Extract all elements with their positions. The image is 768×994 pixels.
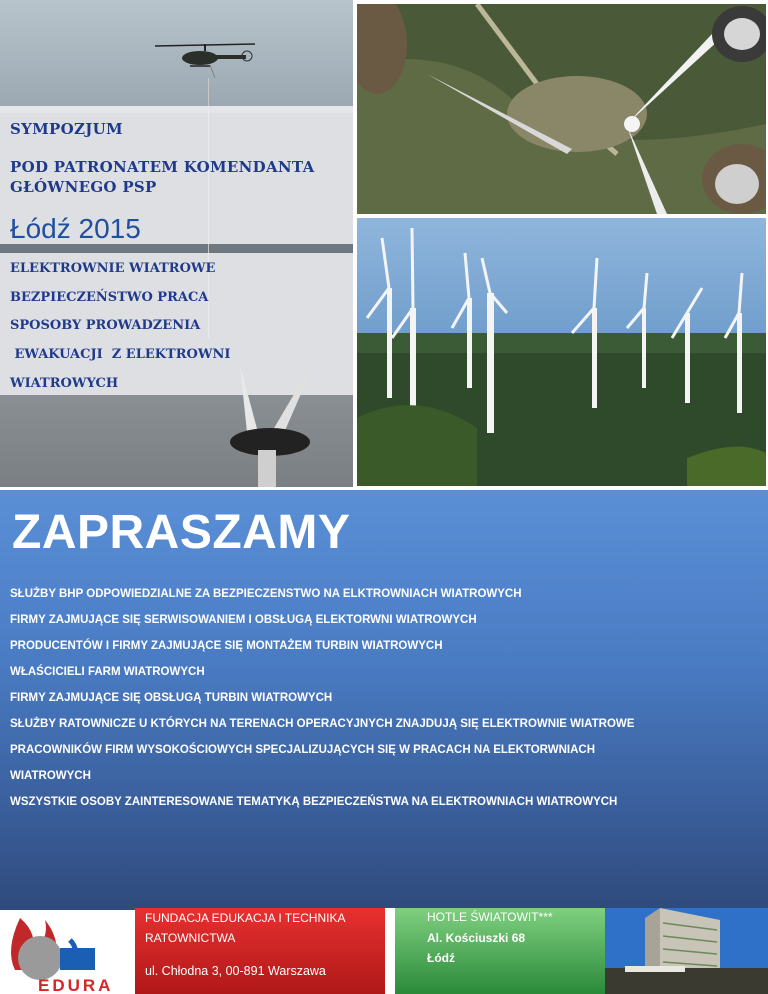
hotel-box	[395, 908, 605, 994]
invite-item: FIRMY ZAJMUJĄCE SIĘ SERWISOWANIEM I OBSŁUGĄ ELEKTORWNI WIATROWYCH	[10, 614, 477, 626]
invite-item: SŁUŻBY BHP ODPOWIEDZIALNE ZA BEZPIECZENSTWO NA ELKTROWNIACH WIATROWYCH	[10, 588, 522, 600]
aerial-turbine-image	[357, 4, 766, 214]
wind-farm-photo	[357, 218, 766, 486]
aerial-turbine-photo	[357, 4, 766, 214]
logo-text: EDURA	[38, 976, 114, 994]
hotel-city: Łódź	[427, 951, 455, 965]
hotel-building-image	[605, 908, 768, 994]
edura-logo	[0, 910, 135, 994]
symposium-panel	[0, 0, 353, 487]
invite-item: PRACOWNIKÓW FIRM WYSOKOŚCIOWYCH SPECJALIZUJĄCYCH SIĘ W PRACACH NA ELEKTORWNIACH	[10, 744, 596, 756]
symposium-title: SYMPOZJUM	[10, 120, 123, 138]
invite-item: WIATROWYCH	[10, 770, 91, 782]
wind-farm-image	[357, 218, 766, 486]
helicopter-image	[150, 38, 260, 78]
invite-item: PRODUCENTÓW I FIRMY ZAJMUJĄCE SIĘ MONTAŻEM TURBIN WIATROWYCH	[10, 640, 443, 652]
footer-divider	[385, 908, 395, 994]
foundation-name-cont: RATOWNICTWA	[145, 931, 236, 945]
wind-turbine-nacelle-image	[200, 330, 353, 487]
patronage-title: POD PATRONATEM KOMENDANTA GŁÓWNEGO PSP	[10, 158, 315, 196]
subject-line: SPOSOBY PROWADZENIA	[10, 318, 201, 333]
invite-item: WSZYSTKIE OSOBY ZAINTERESOWANE TEMATYKĄ BEZPIECZEŃSTWA NA ELEKTROWNIACH WIATROWYCH	[10, 796, 618, 808]
subject-line: BEZPIECZEŃSTWO PRACA	[10, 290, 209, 305]
hotel-name: HOTLE ŚWIATOWIT***	[427, 910, 553, 924]
invite-item: FIRMY ZAJMUJĄCE SIĘ OBSŁUGĄ TURBIN WIATROWYCH	[10, 692, 333, 704]
foundation-address: ul. Chłodna 3, 00-891 Warszawa	[145, 964, 326, 978]
foundation-box	[135, 908, 385, 994]
subject-line: ELEKTROWNIE WIATROWE	[10, 261, 216, 276]
invite-item: SŁUŻBY RATOWNICZE U KTÓRYCH NA TERENACH OPERACYJNYCH ZNAJDUJĄ SIĘ ELEKTROWNIE WIATROWE	[10, 718, 635, 730]
hotel-photo	[605, 908, 768, 994]
subject-line: WIATROWYCH	[10, 376, 119, 391]
hotel-street: Al. Kościuszki 68	[427, 931, 526, 945]
city-year: Łódź 2015	[10, 213, 141, 244]
subject-line: EWAKUACJI Z ELEKTROWNI	[10, 347, 231, 362]
invite-heading: ZAPRASZAMY	[12, 506, 351, 559]
invite-item: WŁAŚCICIELI FARM WIATROWYCH	[10, 666, 205, 678]
foundation-name: FUNDACJA EDUKACJA I TECHNIKA	[145, 911, 346, 925]
